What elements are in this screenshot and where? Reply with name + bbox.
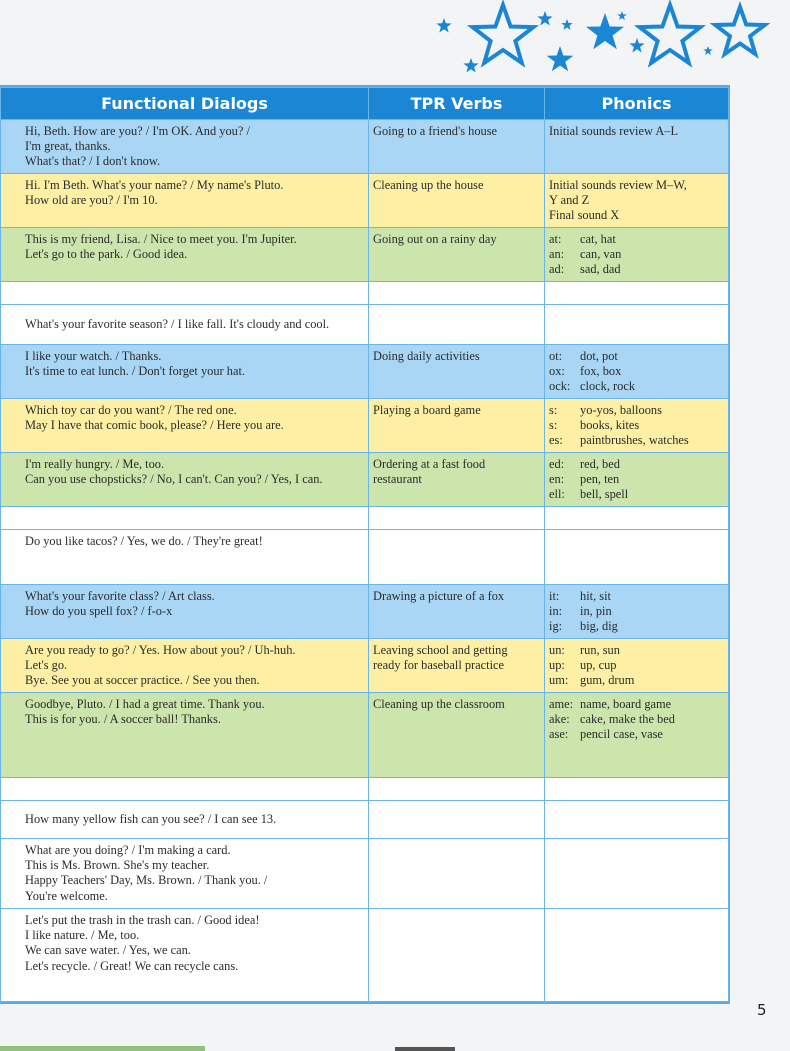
phonics-pattern: ot: xyxy=(549,349,563,363)
table-row xyxy=(1,399,729,453)
tpr-cell xyxy=(369,228,545,282)
star-icon xyxy=(463,58,478,73)
dialog-cell xyxy=(1,801,369,839)
phonics-pattern: up: xyxy=(549,658,565,673)
phonics-entry xyxy=(549,403,725,418)
phonics-pattern: ig: xyxy=(549,619,563,634)
phonics-pattern: ock: xyxy=(549,379,571,394)
dialog-cell xyxy=(1,228,369,282)
phonics-pattern: it: xyxy=(549,589,560,603)
table-row xyxy=(1,693,729,778)
phonics-cell xyxy=(545,778,729,801)
phonics-entry xyxy=(549,232,725,247)
tpr-cell xyxy=(369,909,545,1002)
tpr-line: restaurant xyxy=(373,472,422,487)
phonics-pattern: in: xyxy=(549,604,563,619)
star-icon xyxy=(629,38,644,53)
table-row xyxy=(1,507,729,530)
dialog-line: Can you use chopsticks? / No, I can't. Can you? / Yes, I can. xyxy=(25,472,323,487)
phonics-words: sad, dad xyxy=(580,262,621,277)
star-icon xyxy=(561,19,572,30)
phonics-pattern: ase: xyxy=(549,727,569,742)
phonics-entry xyxy=(549,364,725,379)
star-icon xyxy=(547,46,574,71)
phonics-words: paintbrushes, watches xyxy=(580,433,689,448)
table-row xyxy=(1,585,729,639)
table-row xyxy=(1,453,729,507)
dialog-line: Let's go to the park. / Good idea. xyxy=(25,247,188,262)
table-row xyxy=(1,801,729,839)
phonics-cell xyxy=(545,345,729,399)
table-row xyxy=(1,305,729,345)
phonics-words: cake, make the bed xyxy=(580,712,675,727)
phonics-pattern: s: xyxy=(549,418,558,433)
dialog-line: Do you like tacos? / Yes, we do. / They're great! xyxy=(25,534,263,548)
dialog-cell xyxy=(1,778,369,801)
header-functional-dialogs: Functional Dialogs xyxy=(1,88,369,120)
dialog-cell xyxy=(1,839,369,909)
phonics-cell xyxy=(545,453,729,507)
dialog-line: What's that? / I don't know. xyxy=(25,154,161,169)
phonics-entry xyxy=(549,712,725,727)
tpr-cell xyxy=(369,778,545,801)
tpr-cell xyxy=(369,801,545,839)
star-icon xyxy=(473,5,534,63)
phonics-entry xyxy=(549,589,725,604)
dialog-line: You're welcome. xyxy=(25,888,108,903)
dialog-cell xyxy=(1,585,369,639)
tpr-cell xyxy=(369,507,545,530)
dialog-line: Let's put the trash in the trash can. / Good idea! xyxy=(25,913,260,927)
dialog-cell xyxy=(1,305,369,345)
tpr-cell xyxy=(369,282,545,305)
phonics-words: red, bed xyxy=(580,457,620,471)
dialog-line: I like your watch. / Thanks. xyxy=(25,349,162,363)
dialog-line: Are you ready to go? / Yes. How about you? / Uh-huh. xyxy=(25,643,296,657)
tpr-cell xyxy=(369,453,545,507)
phonics-entry xyxy=(549,472,725,487)
phonics-pattern: ad: xyxy=(549,262,565,277)
tpr-line: Doing daily activities xyxy=(373,349,480,363)
bottom-decoration-mark xyxy=(395,1047,455,1051)
dialog-cell xyxy=(1,693,369,778)
phonics-pattern: ed: xyxy=(549,457,565,471)
phonics-words: yo-yos, balloons xyxy=(580,403,662,417)
phonics-cell xyxy=(545,585,729,639)
dialog-line: What's your favorite class? / Art class. xyxy=(25,589,215,603)
dialog-cell xyxy=(1,909,369,1002)
dialog-line: Hi, Beth. How are you? / I'm OK. And you? / xyxy=(25,124,250,138)
table-row xyxy=(1,639,729,693)
table-row xyxy=(1,778,729,801)
phonics-pattern: um: xyxy=(549,673,569,688)
dialog-line: Bye. See you at soccer practice. / See you then. xyxy=(25,673,260,688)
tpr-cell xyxy=(369,345,545,399)
phonics-words: fox, box xyxy=(580,364,622,379)
phonics-line: Y and Z xyxy=(549,193,590,208)
dialog-line: Let's go. xyxy=(25,658,68,673)
phonics-pattern: ake: xyxy=(549,712,570,727)
star-icon xyxy=(715,7,764,54)
phonics-cell xyxy=(545,282,729,305)
phonics-cell xyxy=(545,639,729,693)
dialog-line: I'm great, thanks. xyxy=(25,139,111,154)
tpr-cell xyxy=(369,174,545,228)
phonics-pattern: s: xyxy=(549,403,558,417)
tpr-line: Drawing a picture of a fox xyxy=(373,589,505,603)
dialog-line: This is Ms. Brown. She's my teacher. xyxy=(25,858,210,873)
phonics-words: dot, pot xyxy=(580,349,618,363)
star-icon xyxy=(617,11,627,20)
table-row xyxy=(1,174,729,228)
tpr-line: Cleaning up the classroom xyxy=(373,697,505,711)
dialog-line: This is for you. / A soccer ball! Thanks. xyxy=(25,712,221,727)
tpr-line: Cleaning up the house xyxy=(373,178,484,192)
phonics-cell xyxy=(545,839,729,909)
tpr-cell xyxy=(369,693,545,778)
dialog-line: Which toy car do you want? / The red one. xyxy=(25,403,237,417)
phonics-entry xyxy=(549,247,725,262)
dialog-line: I'm really hungry. / Me, too. xyxy=(25,457,165,471)
dialog-line: Happy Teachers' Day, Ms. Brown. / Thank you. / xyxy=(25,873,268,888)
tpr-line: ready for baseball practice xyxy=(373,658,505,673)
phonics-line: Initial sounds review A–L xyxy=(549,124,679,138)
phonics-entry xyxy=(549,697,725,712)
dialog-line: How many yellow fish can you see? / I can see 13. xyxy=(25,811,277,826)
dialog-cell xyxy=(1,399,369,453)
phonics-words: can, van xyxy=(580,247,622,262)
phonics-words: hit, sit xyxy=(580,589,611,603)
tpr-line: Playing a board game xyxy=(373,403,481,417)
stars-decoration xyxy=(0,0,790,90)
dialog-line: How old are you? / I'm 10. xyxy=(25,193,158,208)
bottom-decoration-strip xyxy=(0,1046,205,1051)
phonics-entry xyxy=(549,457,725,472)
phonics-cell xyxy=(545,174,729,228)
phonics-pattern: es: xyxy=(549,433,563,448)
tpr-cell xyxy=(369,399,545,453)
phonics-entry xyxy=(549,262,725,277)
phonics-cell xyxy=(545,693,729,778)
phonics-entry xyxy=(549,604,725,619)
dialog-line: What are you doing? / I'm making a card. xyxy=(25,843,231,857)
curriculum-table-wrapper xyxy=(0,85,730,1004)
phonics-cell xyxy=(545,399,729,453)
tpr-line: Leaving school and getting xyxy=(373,643,508,657)
phonics-pattern: en: xyxy=(549,472,565,487)
phonics-words: pen, ten xyxy=(580,472,620,487)
phonics-cell xyxy=(545,305,729,345)
phonics-entry xyxy=(549,379,725,394)
dialog-cell xyxy=(1,453,369,507)
phonics-words: pencil case, vase xyxy=(580,727,663,742)
table-row xyxy=(1,228,729,282)
phonics-words: clock, rock xyxy=(580,379,636,394)
phonics-entry xyxy=(549,619,725,634)
tpr-cell xyxy=(369,585,545,639)
phonics-words: books, kites xyxy=(580,418,640,433)
tpr-cell xyxy=(369,530,545,585)
phonics-line: Final sound X xyxy=(549,208,620,223)
phonics-words: up, cup xyxy=(580,658,617,673)
phonics-pattern: ell: xyxy=(549,487,565,502)
tpr-cell xyxy=(369,839,545,909)
phonics-words: name, board game xyxy=(580,697,672,711)
star-icon xyxy=(640,5,701,63)
dialog-cell xyxy=(1,507,369,530)
phonics-entry xyxy=(549,487,725,502)
dialog-line: Goodbye, Pluto. / I had a great time. Thank you. xyxy=(25,697,265,711)
phonics-pattern: ame: xyxy=(549,697,574,711)
dialog-line: This is my friend, Lisa. / Nice to meet you. I'm Jupiter. xyxy=(25,232,297,246)
phonics-pattern: ox: xyxy=(549,364,565,379)
tpr-line: Ordering at a fast food xyxy=(373,457,486,471)
phonics-entry xyxy=(549,658,725,673)
phonics-words: big, dig xyxy=(580,619,618,634)
phonics-words: in, pin xyxy=(580,604,612,619)
star-icon xyxy=(537,11,552,26)
phonics-line: Initial sounds review M–W, xyxy=(549,178,687,192)
phonics-cell xyxy=(545,507,729,530)
table-row xyxy=(1,909,729,1002)
dialog-cell xyxy=(1,174,369,228)
phonics-cell xyxy=(545,801,729,839)
dialog-line: I like nature. / Me, too. xyxy=(25,928,140,943)
dialog-cell xyxy=(1,345,369,399)
tpr-cell xyxy=(369,639,545,693)
dialog-cell xyxy=(1,530,369,585)
phonics-pattern: un: xyxy=(549,643,565,657)
phonics-words: bell, spell xyxy=(580,487,629,502)
dialog-cell xyxy=(1,639,369,693)
phonics-words: cat, hat xyxy=(580,232,616,246)
dialog-line: May I have that comic book, please? / Here you are. xyxy=(25,418,284,433)
dialog-line: How do you spell fox? / f-o-x xyxy=(25,604,173,619)
star-icon xyxy=(586,13,624,49)
phonics-cell xyxy=(545,120,729,174)
phonics-entry xyxy=(549,349,725,364)
phonics-entry xyxy=(549,643,725,658)
table-row xyxy=(1,282,729,305)
star-icon xyxy=(436,18,451,33)
dialog-line: It's time to eat lunch. / Don't forget your hat. xyxy=(25,364,245,379)
phonics-cell xyxy=(545,530,729,585)
star-icon xyxy=(703,46,713,55)
dialog-line: Hi. I'm Beth. What's your name? / My name's Pluto. xyxy=(25,178,284,192)
table-header-row xyxy=(1,88,729,120)
tpr-line: Going out on a rainy day xyxy=(373,232,497,246)
tpr-cell xyxy=(369,120,545,174)
phonics-pattern: at: xyxy=(549,232,562,246)
table-row xyxy=(1,120,729,174)
phonics-cell xyxy=(545,228,729,282)
phonics-entry xyxy=(549,673,725,688)
dialog-cell xyxy=(1,120,369,174)
table-row xyxy=(1,839,729,909)
phonics-cell xyxy=(545,909,729,1002)
tpr-cell xyxy=(369,305,545,345)
phonics-pattern: an: xyxy=(549,247,565,262)
table-row xyxy=(1,345,729,399)
phonics-entry xyxy=(549,727,725,742)
table-row xyxy=(1,530,729,585)
dialog-cell xyxy=(1,282,369,305)
curriculum-table xyxy=(0,87,729,1002)
dialog-line: We can save water. / Yes, we can. xyxy=(25,943,191,958)
dialog-line: Let's recycle. / Great! We can recycle cans. xyxy=(25,958,239,973)
header-tpr-verbs: TPR Verbs xyxy=(369,88,545,120)
header-phonics: Phonics xyxy=(545,88,729,120)
tpr-line: Going to a friend's house xyxy=(373,124,498,138)
dialog-line: What's your favorite season? / I like fall. It's cloudy and cool. xyxy=(25,316,330,331)
phonics-words: gum, drum xyxy=(580,673,635,688)
phonics-words: run, sun xyxy=(580,643,620,657)
phonics-entry xyxy=(549,418,725,433)
phonics-entry xyxy=(549,433,725,448)
page-number: 5 xyxy=(757,1001,767,1019)
